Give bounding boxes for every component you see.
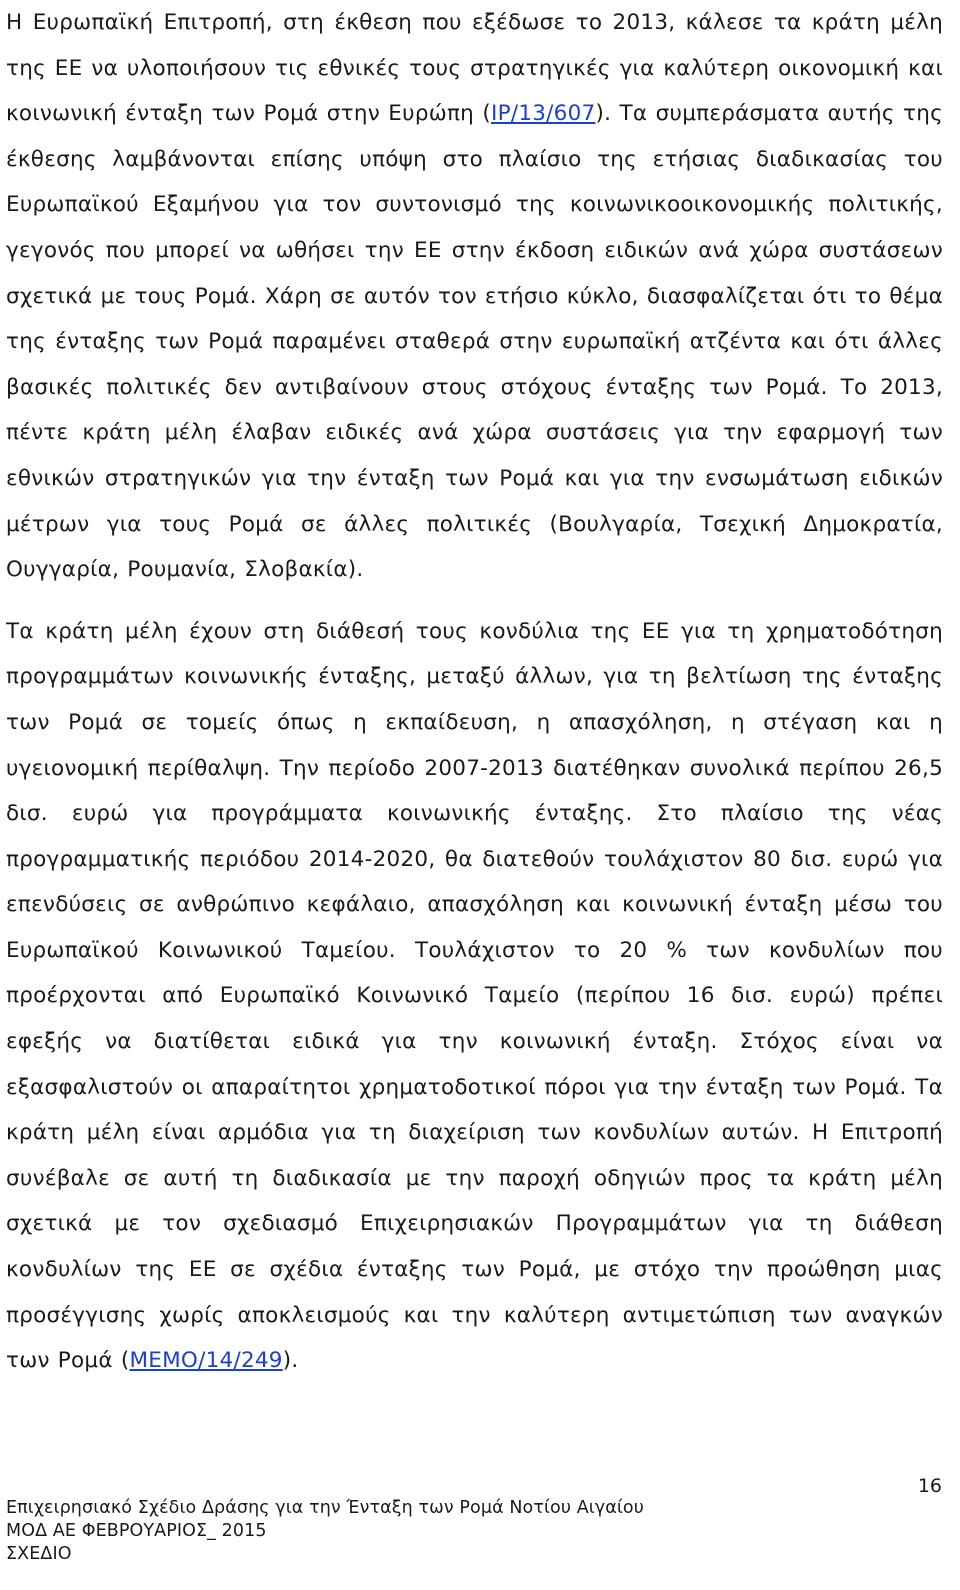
paragraph-1 <box>6 0 943 593</box>
page-footer <box>6 1497 644 1566</box>
memo-14-249-link[interactable]: MEMO/14/249 <box>129 1348 283 1374</box>
page-number: 16 <box>917 1475 942 1497</box>
paragraph-1-text-start: Η Ευρωπαϊκή Επιτροπή, στη έκθεση που εξέδωσε το 2013, κάλεσε τα κράτη μέλη της ΕΕ να υλοποιήσουν τις εθνικές τους στρατηγικές για καλύτερη οικονομική και κοινωνική ένταξη των Ρομά στην Ευρώπη ( <box>6 10 943 127</box>
ip-13-607-link[interactable]: IP/13/607 <box>491 101 596 127</box>
footer-title: Επιχειρησιακό Σχέδιο Δράσης για την Ένταξη των Ρομά Νοτίου Αιγαίου <box>6 1498 644 1518</box>
paragraph-2-text-start: Τα κράτη μέλη έχουν στη διάθεσή τους κονδύλια της ΕΕ για τη χρηματοδότηση προγραμμάτων κοινωνικής ένταξης, μεταξύ άλλων, για τη βελτίωση της ένταξης των Ρομά σε τομείς όπως η εκπαίδευση, η απασχόληση, η στέγαση και η υγειονομική περίθαλψη. Την περίοδο 2007-2013 διατέθηκαν συνολικά περίπου 26,5 δισ. ευρώ για προγράμματα κοινωνικής ένταξης. Στο πλαίσιο της νέας προγραμματικής περιόδου 2014-2020, θα διατεθούν τουλάχιστον 80 δισ. ευρώ για επενδύσεις σε ανθρώπινο κεφάλαιο, απασχόληση και κοινωνική ένταξη μέσω του Ευρωπαϊκού Κοινωνικού Ταμείου. Τουλάχιστον το 20 % των κονδυλίων που προέρχονται από Ευρωπαϊκό Κοινωνικό Ταμείο (περίπου 16 δισ. ευρώ) πρέπει εφεξής να διατίθεται ειδικά για την κοινωνική ένταξη. Στόχος είναι να εξασφαλιστούν οι απαραίτητοι χρηματοδοτικοί πόροι για την ένταξη των Ρομά. Τα κράτη μέλη είναι αρμόδια για τη διαχείριση των κονδυλίων αυτών. Η Επιτροπή συνέβαλε σε αυτή τη διαδικασία με την παροχή οδηγιών προς τα κράτη μέλη σχετικά με τον σχεδιασμό Επιχειρησιακών Προγραμμάτων για τη διάθεση κονδυλίων της ΕΕ σε σχέδια ένταξης των Ρομά, με στόχο την προώθηση μιας προσέγγισης χωρίς αποκλεισμούς και την καλύτερη αντιμετώπιση των αναγκών των Ρομά ( <box>6 618 943 1374</box>
footer-draft-label: ΣΧΕΔΙΟ <box>6 1544 72 1564</box>
paragraph-1-text-end: ). Τα συμπεράσματα αυτής της έκθεσης λαμβάνονται επίσης υπόψη στο πλαίσιο της ετήσιας διαδικασίας του Ευρωπαϊκού Εξαμήνου για τον συντονισμό της κοινωνικοοικονομικής πολιτικής, γεγονός που μπορεί να ωθήσει την ΕΕ στην έκδοση ειδικών ανά χώρα συστάσεων σχετικά με τους Ρομά. Χάρη σε αυτόν τον ετήσιο κύκλο, διασφαλίζεται ότι το θέμα της ένταξης των Ρομά παραμένει σταθερά στην ευρωπαϊκή ατζέντα και ότι άλλες βασικές πολιτικές δεν αντιβαίνουν στους στόχους ένταξης των Ρομά. Το 2013, πέντε κράτη μέλη έλαβαν ειδικές ανά χώρα συστάσεις για την εφαρμογή των εθνικών στρατηγικών για την ένταξη των Ρομά και για την ενσωμάτωση ειδικών μέτρων για τους Ρομά σε άλλες πολιτικές (Βουλγαρία, Τσεχική Δημοκρατία, Ουγγαρία, Ρουμανία, Σλοβακία). <box>6 101 943 583</box>
paragraph-2-text-end: ). <box>282 1348 299 1374</box>
document-page <box>6 0 943 1384</box>
paragraph-2 <box>6 609 943 1384</box>
footer-organization-date: ΜΟΔ ΑΕ ΦΕΒΡΟΥΑΡΙΟΣ_ 2015 <box>6 1521 267 1541</box>
